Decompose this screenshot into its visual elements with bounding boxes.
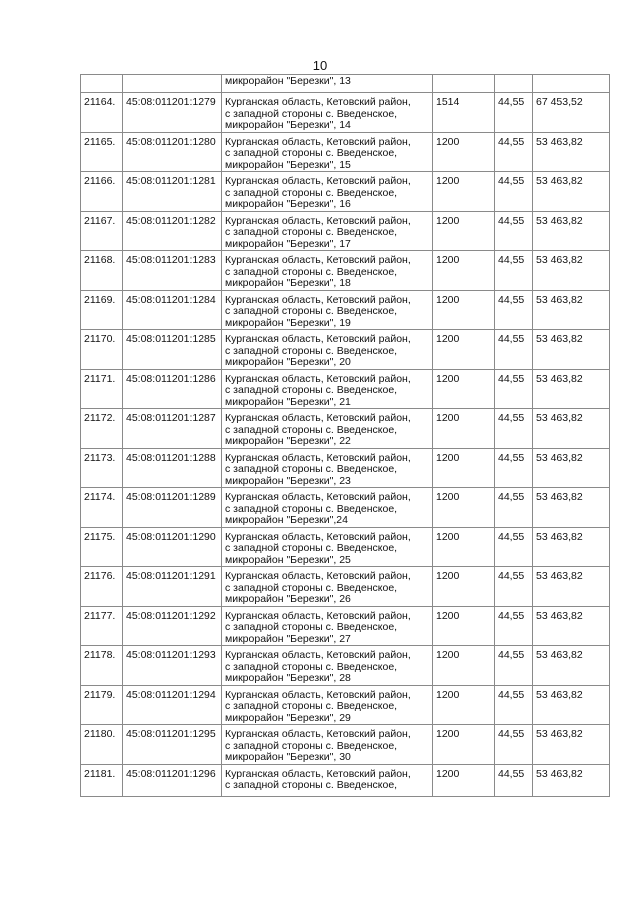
cadastral-value-cell: 67 453,52 bbox=[533, 93, 610, 133]
address-cell bbox=[222, 606, 433, 646]
cadastral-number-cell: 45:08:011201:1285 bbox=[123, 330, 222, 370]
address-line: с западной стороны с. Введенское, bbox=[225, 779, 398, 791]
address-line: микрорайон "Березки", 20 bbox=[225, 356, 351, 368]
table-row bbox=[81, 685, 610, 725]
table-row bbox=[81, 567, 610, 607]
area-cell: 1200 bbox=[433, 606, 495, 646]
rate-cell: 44,55 bbox=[495, 488, 533, 528]
area-cell: 1200 bbox=[433, 409, 495, 449]
area-cell: 1200 bbox=[433, 251, 495, 291]
address-line: микрорайон "Березки", 14 bbox=[225, 119, 351, 131]
address-cell bbox=[222, 93, 433, 133]
cadastral-value-cell: 53 463,82 bbox=[533, 685, 610, 725]
table-row bbox=[81, 409, 610, 449]
cadastral-value-cell: 53 463,82 bbox=[533, 488, 610, 528]
cadastral-number-cell: 45:08:011201:1288 bbox=[123, 448, 222, 488]
row-number-cell: 21171. bbox=[81, 369, 123, 409]
rate-cell: 44,55 bbox=[495, 369, 533, 409]
address-line: микрорайон "Березки", 22 bbox=[225, 435, 351, 447]
cadastral-value-cell: 53 463,82 bbox=[533, 527, 610, 567]
row-number-cell: 21176. bbox=[81, 567, 123, 607]
cadastral-value-cell: 53 463,82 bbox=[533, 290, 610, 330]
address-line: микрорайон "Березки", 17 bbox=[225, 237, 351, 250]
row-number-cell: 21173. bbox=[81, 448, 123, 488]
cadastral-value-cell bbox=[533, 75, 610, 93]
address-line: с западной стороны с. Введенское, bbox=[225, 502, 398, 515]
address-cell bbox=[222, 132, 433, 172]
cadastral-number-cell: 45:08:011201:1282 bbox=[123, 211, 222, 251]
area-cell: 1200 bbox=[433, 330, 495, 370]
rate-cell: 44,55 bbox=[495, 211, 533, 251]
table-row bbox=[81, 172, 610, 212]
address-cell bbox=[222, 448, 433, 488]
row-number-cell: 21166. bbox=[81, 172, 123, 212]
area-cell bbox=[433, 75, 495, 93]
cadastral-value-cell: 53 463,82 bbox=[533, 606, 610, 646]
rate-cell: 44,55 bbox=[495, 764, 533, 796]
address-line: Курганская область, Кетовский район, bbox=[225, 96, 411, 108]
cadastral-number-cell: 45:08:011201:1279 bbox=[123, 93, 222, 133]
address-line: микрорайон "Березки", 25 bbox=[225, 553, 351, 566]
table-row-continuation bbox=[81, 75, 610, 93]
address-line: Курганская область, Кетовский район, bbox=[225, 214, 411, 227]
area-cell: 1200 bbox=[433, 685, 495, 725]
row-number-cell: 21175. bbox=[81, 527, 123, 567]
address-line: микрорайон "Березки", 19 bbox=[225, 316, 351, 329]
row-number-cell: 21168. bbox=[81, 251, 123, 291]
area-cell: 1200 bbox=[433, 172, 495, 212]
address-line: микрорайон "Березки", 18 bbox=[225, 277, 351, 289]
address-cell bbox=[222, 369, 433, 409]
cadastral-value-cell: 53 463,82 bbox=[533, 369, 610, 409]
address-cell bbox=[222, 646, 433, 686]
address-line: Курганская область, Кетовский район, bbox=[225, 412, 411, 424]
address-line: микрорайон "Березки", 21 bbox=[225, 395, 351, 408]
page-number: 10 bbox=[312, 58, 328, 73]
table-row bbox=[81, 93, 610, 133]
row-number-cell: 21167. bbox=[81, 211, 123, 251]
cadastral-number-cell: 45:08:011201:1292 bbox=[123, 606, 222, 646]
rate-cell: 44,55 bbox=[495, 251, 533, 291]
table-row bbox=[81, 251, 610, 291]
address-line: с западной стороны с. Введенское, bbox=[225, 305, 398, 317]
area-cell: 1200 bbox=[433, 725, 495, 765]
address-cell bbox=[222, 290, 433, 330]
address-cell bbox=[222, 172, 433, 212]
rate-cell: 44,55 bbox=[495, 290, 533, 330]
address-line: с западной стороны с. Введенское, bbox=[225, 186, 398, 199]
row-number-cell: 21181. bbox=[81, 764, 123, 796]
address-line: с западной стороны с. Введенское, bbox=[225, 463, 398, 475]
address-line: Курганская область, Кетовский район, bbox=[225, 451, 411, 464]
cadastral-number-cell: 45:08:011201:1289 bbox=[123, 488, 222, 528]
address-cell bbox=[222, 725, 433, 765]
rate-cell: 44,55 bbox=[495, 330, 533, 370]
area-cell: 1200 bbox=[433, 211, 495, 251]
cadastral-value-cell: 53 463,82 bbox=[533, 409, 610, 449]
row-number-cell: 21180. bbox=[81, 725, 123, 765]
address-cell bbox=[222, 488, 433, 528]
row-number-cell: 21165. bbox=[81, 132, 123, 172]
address-cell bbox=[222, 330, 433, 370]
table-row bbox=[81, 132, 610, 172]
address-line: Курганская область, Кетовский район, bbox=[225, 649, 411, 661]
table-row bbox=[81, 725, 610, 765]
address-line: с западной стороны с. Введенское, bbox=[225, 265, 398, 278]
cadastral-value-cell: 53 463,82 bbox=[533, 132, 610, 172]
rate-cell: 44,55 bbox=[495, 409, 533, 449]
table-row bbox=[81, 646, 610, 686]
address-line: с западной стороны с. Введенское, bbox=[225, 423, 398, 436]
cadastral-value-cell: 53 463,82 bbox=[533, 567, 610, 607]
rate-cell: 44,55 bbox=[495, 725, 533, 765]
address-line: микрорайон "Березки", 28 bbox=[225, 672, 351, 684]
area-cell: 1200 bbox=[433, 567, 495, 607]
row-number-cell: 21174. bbox=[81, 488, 123, 528]
address-line: микрорайон "Березки", 15 bbox=[225, 158, 351, 171]
row-number-cell: 21169. bbox=[81, 290, 123, 330]
cadastral-number-cell: 45:08:011201:1296 bbox=[123, 764, 222, 796]
table-row bbox=[81, 527, 610, 567]
table-row bbox=[81, 290, 610, 330]
row-number-cell: 21179. bbox=[81, 685, 123, 725]
address-line: микрорайон "Березки",24 bbox=[225, 514, 348, 526]
cadastral-number-cell: 45:08:011201:1295 bbox=[123, 725, 222, 765]
rate-cell: 44,55 bbox=[495, 448, 533, 488]
cadastral-number-cell: 45:08:011201:1283 bbox=[123, 251, 222, 291]
rate-cell bbox=[495, 75, 533, 93]
row-number-cell: 21177. bbox=[81, 606, 123, 646]
area-cell: 1200 bbox=[433, 290, 495, 330]
rate-cell: 44,55 bbox=[495, 606, 533, 646]
area-cell: 1200 bbox=[433, 527, 495, 567]
cadastral-number-cell: 45:08:011201:1293 bbox=[123, 646, 222, 686]
rate-cell: 44,55 bbox=[495, 527, 533, 567]
rate-cell: 44,55 bbox=[495, 93, 533, 133]
cadastral-number-cell: 45:08:011201:1280 bbox=[123, 132, 222, 172]
address-line: с западной стороны с. Введенское, bbox=[225, 660, 398, 673]
address-line: Курганская область, Кетовский район, bbox=[225, 767, 411, 780]
cadastral-value-cell: 53 463,82 bbox=[533, 646, 610, 686]
address-line: микрорайон "Березки", 23 bbox=[225, 474, 351, 487]
row-number-cell: 21170. bbox=[81, 330, 123, 370]
cadastral-number-cell: 45:08:011201:1287 bbox=[123, 409, 222, 449]
cadastral-number-cell: 45:08:011201:1291 bbox=[123, 567, 222, 607]
table-row bbox=[81, 488, 610, 528]
cadastral-value-cell: 53 463,82 bbox=[533, 330, 610, 370]
table-row bbox=[81, 369, 610, 409]
address-cell bbox=[222, 251, 433, 291]
table-row bbox=[81, 764, 610, 796]
address-line: Курганская область, Кетовский район, bbox=[225, 570, 411, 582]
cadastral-number-cell: 45:08:011201:1284 bbox=[123, 290, 222, 330]
address-line: Курганская область, Кетовский район, bbox=[225, 175, 411, 187]
rate-cell: 44,55 bbox=[495, 646, 533, 686]
address-line: микрорайон "Березки", 27 bbox=[225, 632, 351, 645]
cadastral-value-cell: 53 463,82 bbox=[533, 251, 610, 291]
address-line: с западной стороны с. Введенское, bbox=[225, 700, 398, 712]
rate-cell: 44,55 bbox=[495, 685, 533, 725]
address-line: с западной стороны с. Введенское, bbox=[225, 581, 398, 594]
address-line: Курганская область, Кетовский район, bbox=[225, 333, 411, 345]
cadastral-number-cell: 45:08:011201:1290 bbox=[123, 527, 222, 567]
address-line: микрорайон "Березки", 13 bbox=[225, 75, 351, 87]
address-line: Курганская область, Кетовский район, bbox=[225, 491, 411, 503]
area-cell: 1200 bbox=[433, 488, 495, 528]
address-line: Курганская область, Кетовский район, bbox=[225, 688, 411, 701]
rate-cell: 44,55 bbox=[495, 172, 533, 212]
area-cell: 1200 bbox=[433, 448, 495, 488]
address-line: микрорайон "Березки", 29 bbox=[225, 711, 351, 724]
rate-cell: 44,55 bbox=[495, 567, 533, 607]
row-number-cell: 21178. bbox=[81, 646, 123, 686]
cadastral-value-cell: 53 463,82 bbox=[533, 448, 610, 488]
address-line: Курганская область, Кетовский район, bbox=[225, 372, 411, 385]
address-line: с западной стороны с. Введенское, bbox=[225, 147, 398, 159]
cadastral-value-cell: 53 463,82 bbox=[533, 211, 610, 251]
cadastral-value-cell: 53 463,82 bbox=[533, 725, 610, 765]
table-row bbox=[81, 448, 610, 488]
area-cell: 1200 bbox=[433, 132, 495, 172]
address-line: с западной стороны с. Введенское, bbox=[225, 621, 398, 633]
row-number-cell bbox=[81, 75, 123, 93]
row-number-cell: 21164. bbox=[81, 93, 123, 133]
address-line: Курганская область, Кетовский район, bbox=[225, 530, 411, 543]
cadastral-value-cell: 53 463,82 bbox=[533, 172, 610, 212]
address-cell bbox=[222, 764, 433, 796]
area-cell: 1514 bbox=[433, 93, 495, 133]
address-line: Курганская область, Кетовский район, bbox=[225, 254, 411, 266]
address-line: Курганская область, Кетовский район, bbox=[225, 293, 411, 306]
address-cell bbox=[222, 75, 433, 93]
address-cell bbox=[222, 409, 433, 449]
area-cell: 1200 bbox=[433, 646, 495, 686]
cadastral-number-cell: 45:08:011201:1294 bbox=[123, 685, 222, 725]
address-cell bbox=[222, 211, 433, 251]
address-line: микрорайон "Березки", 16 bbox=[225, 198, 351, 210]
address-line: с западной стороны с. Введенское, bbox=[225, 107, 398, 120]
table-row bbox=[81, 330, 610, 370]
table-row bbox=[81, 606, 610, 646]
row-number-cell: 21172. bbox=[81, 409, 123, 449]
address-line: с западной стороны с. Введенское, bbox=[225, 344, 398, 357]
address-line: Курганская область, Кетовский район, bbox=[225, 728, 411, 740]
address-cell bbox=[222, 685, 433, 725]
area-cell: 1200 bbox=[433, 369, 495, 409]
land-registry-table bbox=[80, 74, 610, 797]
cadastral-number-cell: 45:08:011201:1281 bbox=[123, 172, 222, 212]
cadastral-value-cell: 53 463,82 bbox=[533, 764, 610, 796]
address-line: Курганская область, Кетовский район, bbox=[225, 135, 411, 148]
cadastral-number-cell bbox=[123, 75, 222, 93]
address-line: с западной стороны с. Введенское, bbox=[225, 384, 398, 396]
address-line: Курганская область, Кетовский район, bbox=[225, 609, 411, 622]
address-line: микрорайон "Березки", 30 bbox=[225, 751, 351, 763]
address-line: с западной стороны с. Введенское, bbox=[225, 739, 398, 752]
address-cell bbox=[222, 527, 433, 567]
address-line: с западной стороны с. Введенское, bbox=[225, 542, 398, 554]
area-cell: 1200 bbox=[433, 764, 495, 796]
address-line: с западной стороны с. Введенское, bbox=[225, 226, 398, 238]
address-cell bbox=[222, 567, 433, 607]
address-line: микрорайон "Березки", 26 bbox=[225, 593, 351, 605]
cadastral-number-cell: 45:08:011201:1286 bbox=[123, 369, 222, 409]
rate-cell: 44,55 bbox=[495, 132, 533, 172]
table-row bbox=[81, 211, 610, 251]
